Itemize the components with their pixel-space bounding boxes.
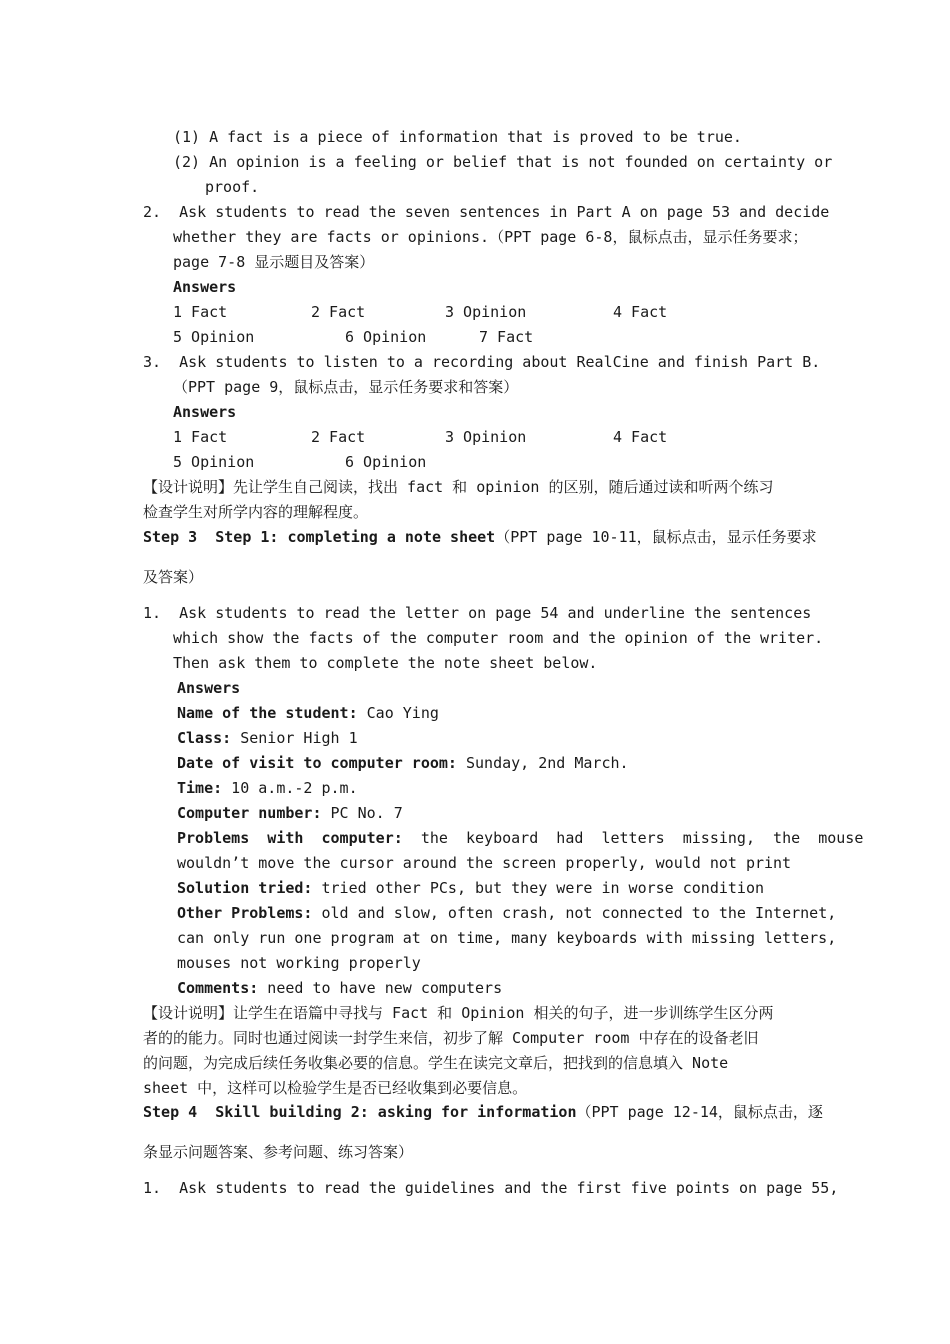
design-note-1-line1: 【设计说明】先让学生自己阅读，找出 fact 和 opinion 的区别，随后通过读和听两个练习 [143,478,774,496]
design-note-2-line3: 的问题，为完成后续任务收集必要的信息。学生在读完文章后，把找到的信息填入 Note [143,1054,729,1072]
note-value: 10 a.m.-2 p.m. [222,779,358,797]
step3-item1-line2: which show the facts of the computer room and the opinion of the writer. [173,629,824,647]
definition-fact: (1) A fact is a piece of information that is proved to be true. [173,128,742,146]
answer-cell: 1 Fact [173,428,228,446]
note-label: Other Problems: [177,904,313,922]
answer-cell: 2 Fact [311,303,366,321]
step3-title: Step 3 Step 1: completing a note sheet [143,528,496,546]
note-label: Name of the student: [177,704,358,722]
note-row-solution [177,878,764,898]
note-label: Computer number: [177,804,322,822]
answer-cell: 6 Opinion [345,328,427,346]
definition-opinion-cont: proof. [205,178,260,196]
note-row [177,703,439,723]
step3-heading-cont: 及答案） [143,568,204,586]
note-value: Sunday, 2nd March. [456,754,629,772]
step4-title: Step 4 Skill building 2: asking for information [143,1103,577,1121]
list-item-2-line1: 2. Ask students to read the seven sentences in Part A on page 53 and decide [143,203,830,221]
note-label: Date of visit to computer room: [177,754,457,772]
note-value: the keyboard had letters missing, the mouse [402,829,864,847]
step4-item1-line1: 1. Ask students to read the guidelines and the first five points on page 55, [143,1179,839,1197]
note-row [177,728,358,748]
list-item-2-line2: whether they are facts or opinions.（PPT page 6-8，鼠标点击，显示任务要求； [173,228,808,246]
answer-cell: 4 Fact [613,428,668,446]
note-value: PC No. 7 [321,804,403,822]
answer-cell: 7 Fact [479,328,534,346]
note-value: Senior High 1 [231,729,358,747]
design-note-1-line2: 检查学生对所学内容的理解程度。 [143,503,369,521]
note-label: Time: [177,779,223,797]
answer-cell: 2 Fact [311,428,366,446]
note-value-cont: wouldn’t move the cursor around the screen properly, would not print [177,854,792,872]
note-row [177,778,358,798]
note-row-comments [177,978,502,998]
answer-cell: 3 Opinion [445,428,527,446]
note-value-cont: mouses not working properly [177,954,421,972]
answer-cell: 5 Opinion [173,328,255,346]
design-note-2-line2: 者的的能力。同时也通过阅读一封学生来信，初步了解 Computer room 中存在的设备老旧 [143,1029,759,1047]
note-value: tried other PCs, but they were in worse condition [312,879,765,897]
answer-cell: 3 Opinion [445,303,527,321]
answers-heading: Answers [173,278,237,296]
step4-title-note: （PPT page 12-14，鼠标点击，逐 [576,1103,823,1121]
step4-heading [143,1102,823,1122]
step3-title-note: （PPT page 10-11，鼠标点击，显示任务要求 [495,528,817,546]
note-row-problems [177,828,863,848]
design-note-2-line4: sheet 中，这样可以检验学生是否已经收集到必要信息。 [143,1079,528,1097]
design-note-2-line1: 【设计说明】让学生在语篇中寻找与 Fact 和 Opinion 相关的句子，进一步训练学生区分两 [143,1004,774,1022]
step4-heading-cont: 条显示问题答案、参考问题、练习答案） [143,1143,414,1161]
definition-opinion: (2) An opinion is a feeling or belief that is not founded on certainty or [173,153,833,171]
list-item-2-line3: page 7-8 显示题目及答案） [173,253,375,271]
note-row [177,803,403,823]
note-value: old and slow, often crash, not connected to the Internet, [312,904,837,922]
answer-cell: 4 Fact [613,303,668,321]
note-label: Class: [177,729,232,747]
list-item-3-line2: （PPT page 9，鼠标点击，显示任务要求和答案） [173,378,519,396]
note-value: need to have new computers [258,979,503,997]
answers-heading: Answers [173,403,237,421]
answer-cell: 6 Opinion [345,453,427,471]
step3-heading [143,527,817,547]
answers-heading: Answers [177,679,241,697]
step3-item1-line3: Then ask them to complete the note sheet below. [173,654,598,672]
note-value-cont: can only run one program at on time, many keyboards with missing letters, [177,929,837,947]
note-value: Cao Ying [357,704,439,722]
note-row-other [177,903,836,923]
step3-item1-line1: 1. Ask students to read the letter on page 54 and underline the sentences [143,604,812,622]
note-label: Problems with computer: [177,829,403,847]
note-label: Comments: [177,979,259,997]
answer-cell: 5 Opinion [173,453,255,471]
list-item-3-line1: 3. Ask students to listen to a recording about RealCine and finish Part B. [143,353,821,371]
note-row [177,753,629,773]
note-label: Solution tried: [177,879,313,897]
answer-cell: 1 Fact [173,303,228,321]
